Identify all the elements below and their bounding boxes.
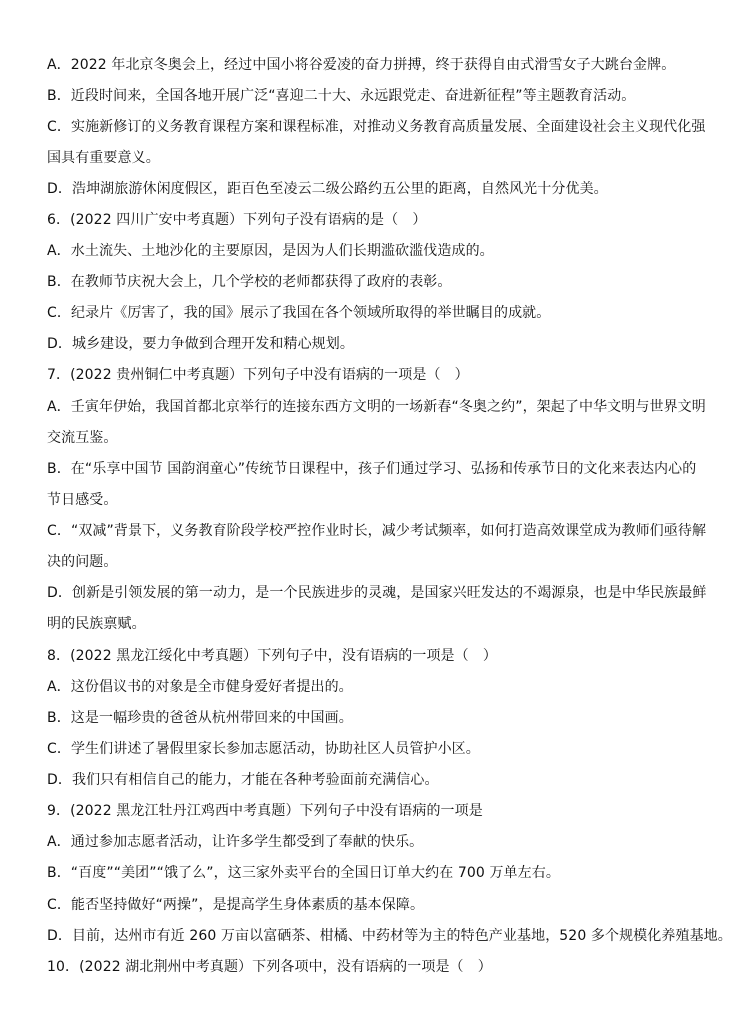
question-9-option-b: B．“百度”“美团”“饿了么”，这三家外卖平台的全国日订单大约在 700 万单左右。: [47, 865, 560, 881]
question-7-stem: 7．(2022 贵州铜仁中考真题）下列句子中没有语病的一项是（ ）: [47, 367, 469, 383]
question-6-option-d: D．城乡建设，要力争做到合理开发和精心规划。: [47, 336, 354, 352]
option-b-text: B．近段时间来，全国各地开展广泛“喜迎二十大、永远跟党走、奋进新征程”等主题教育活动。: [47, 88, 636, 104]
question-6-option-a: A．水土流失、土地沙化的主要原因，是因为人们长期滥砍滥伐造成的。: [47, 243, 494, 259]
question-8-option-c: C．学生们讲述了暑假里家长参加志愿活动，协助社区人员管护小区。: [47, 741, 480, 757]
question-9-option-a: A．通过参加志愿者活动，让许多学生都受到了奉献的快乐。: [47, 834, 424, 850]
option-c-continuation: 国具有重要意义。: [47, 150, 160, 166]
question-8-option-b: B．这是一幅珍贵的爸爸从杭州带回来的中国画。: [47, 710, 353, 726]
question-7-option-d: D．创新是引领发展的第一动力，是一个民族进步的灵魂，是国家兴旺发达的不竭源泉，也是中华民族最鲜: [47, 585, 707, 601]
question-6-stem: 6．(2022 四川广安中考真题）下列句子没有语病的是（ ）: [47, 212, 427, 228]
question-7-option-c-continuation: 决的问题。: [47, 554, 118, 570]
question-8-option-d: D．我们只有相信自己的能力，才能在各种考验面前充满信心。: [47, 772, 439, 788]
option-c-text: C．实施新修订的义务教育课程方案和课程标准，对推动义务教育高质量发展、全面建设社会主义现代化强: [47, 119, 706, 135]
question-7-option-d-continuation: 明的民族禀赋。: [47, 616, 146, 632]
question-7-option-a: A．壬寅年伊始，我国首都北京举行的连接东西方文明的一场新春“冬奥之约”，架起了中华文明与世界文明: [47, 399, 706, 415]
question-7-option-b-continuation: 节日感受。: [47, 492, 118, 508]
option-a-text: A．2022 年北京冬奥会上，经过中国小将谷爱凌的奋力拼搏，终于获得自由式滑雪女子大跳台金牌。: [47, 57, 676, 73]
question-8-stem: 8．(2022 黑龙江绥化中考真题）下列句子中，没有语病的一项是（ ）: [47, 648, 497, 664]
question-7-option-b: B．在“乐享中国节 国韵润童心”传统节日课程中，孩子们通过学习、弘扬和传承节日的文化来表达内心的: [47, 461, 697, 477]
option-d-text: D．浩坤湖旅游休闲度假区，距百色至凌云二级公路约五公里的距离，自然风光十分优美。: [47, 181, 608, 197]
question-9-option-d: D．目前，达州市有近 260 万亩以富硒茶、柑橘、中药材等为主的特色产业基地，520 多个规模化养殖基地。: [47, 928, 732, 944]
question-8-option-a: A．这份倡议书的对象是全市健身爱好者提出的。: [47, 679, 353, 695]
question-10-stem: 10．(2022 湖北荆州中考真题）下列各项中，没有语病的一项是（ ）: [47, 959, 492, 975]
question-6-option-c: C．纪录片《厉害了，我的国》展示了我国在各个领域所取得的举世瞩目的成就。: [47, 305, 551, 321]
question-6-option-b: B．在教师节庆祝大会上，几个学校的老师都获得了政府的表彰。: [47, 274, 452, 290]
question-7-option-a-continuation: 交流互鉴。: [47, 430, 118, 446]
question-9-option-c: C．能否坚持做好“两操”，是提高学生身体素质的基本保障。: [47, 897, 425, 913]
question-9-stem: 9．(2022 黑龙江牡丹江鸡西中考真题）下列句子中没有语病的一项是: [47, 803, 483, 819]
question-7-option-c: C．“双减”背景下，义务教育阶段学校严控作业时长，减少考试频率，如何打造高效课堂成为教师们亟待解: [47, 523, 707, 539]
